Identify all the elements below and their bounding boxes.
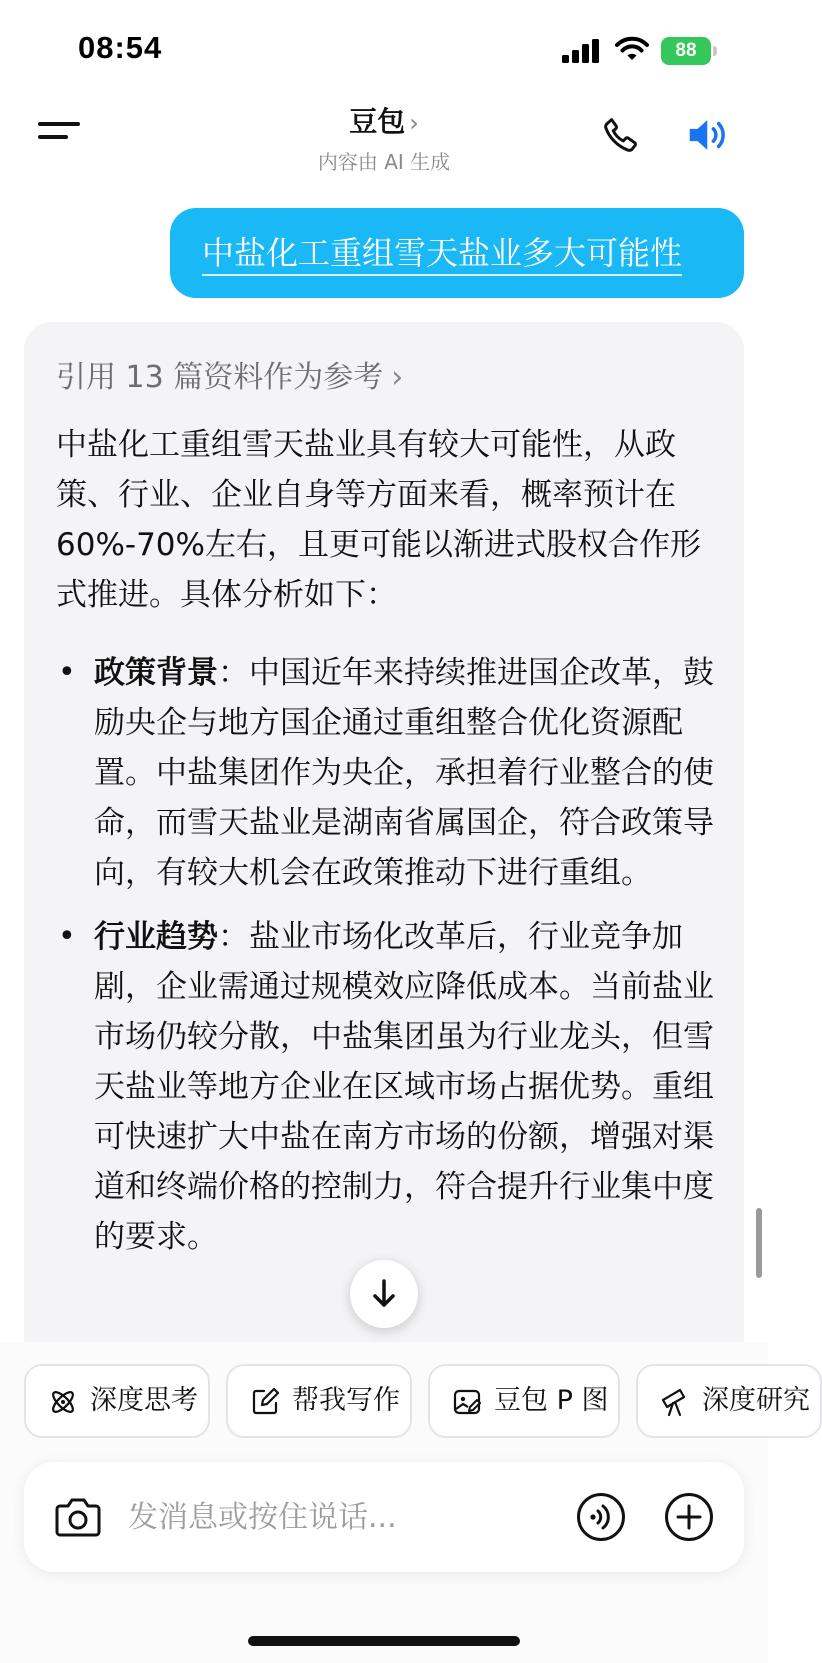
user-message-text: 中盐化工重组雪天盐业多大可能性 <box>202 234 682 276</box>
bullet-title: 政策背景 <box>94 655 218 691</box>
camera-icon[interactable] <box>54 1494 102 1540</box>
nav-title-block[interactable] <box>0 100 768 175</box>
message-composer <box>24 1462 744 1572</box>
voice-input-icon[interactable] <box>576 1492 626 1542</box>
image-edit-icon <box>452 1387 482 1417</box>
status-bar <box>0 0 768 100</box>
answer-bullet-list <box>56 648 726 1276</box>
page-title[interactable]: 豆包 <box>349 105 406 138</box>
user-message-bubble[interactable] <box>170 208 744 298</box>
bullet-text: ：中国近年来持续推进国企改革，鼓励央企与地方国企通过重组整合优化资源配置。中盐集团作为央企，承担着行业整合的使命，而雪天盐业是湖南省属国企，符合政策导向，有较大机会在政策推动下进行重组。 <box>94 655 714 891</box>
scrollbar[interactable] <box>756 1208 762 1278</box>
signal-icon <box>562 39 602 63</box>
status-time: 08:54 <box>78 30 163 65</box>
battery-icon <box>661 37 711 65</box>
phone-icon[interactable] <box>600 114 642 156</box>
chip-label: 深度研究 <box>702 1385 810 1416</box>
answer-intro: 中盐化工重组雪天盐业具有较大可能性，从政策、行业、企业自身等方面来看，概率预计在60%-70%左右，且更可能以渐进式股权合作形式推进。具体分析如下： <box>56 427 701 613</box>
ai-answer-card <box>24 322 744 1342</box>
bottom-composer-area <box>0 1342 810 1663</box>
telescope-icon <box>660 1387 690 1417</box>
scroll-to-bottom-button[interactable] <box>350 1260 418 1328</box>
edit-icon <box>250 1387 280 1417</box>
chip-label: 帮我写作 <box>292 1385 400 1416</box>
chip-image-edit[interactable] <box>428 1364 620 1438</box>
atom-icon <box>48 1387 78 1417</box>
speaker-icon[interactable] <box>686 114 732 156</box>
chip-label: 豆包 P 图 <box>494 1385 609 1416</box>
chip-deep-thinking[interactable] <box>24 1364 210 1438</box>
chip-label: 深度思考 <box>90 1385 198 1416</box>
quick-action-chips <box>24 1364 810 1438</box>
chip-deep-research[interactable] <box>636 1364 822 1438</box>
arrow-down-icon <box>370 1278 398 1310</box>
list-item <box>56 912 726 1262</box>
plus-icon[interactable] <box>664 1492 714 1542</box>
chevron-right-icon: › <box>391 360 404 395</box>
battery-tip <box>713 46 717 56</box>
chip-writing[interactable] <box>226 1364 412 1438</box>
bullet-title: 行业趋势 <box>94 919 218 955</box>
battery-level: 88 <box>675 40 697 61</box>
chevron-right-icon[interactable]: › <box>409 109 419 137</box>
list-item <box>56 648 726 898</box>
references-link[interactable] <box>56 352 403 396</box>
nav-bar <box>0 100 768 180</box>
wifi-icon <box>615 36 649 62</box>
home-indicator[interactable] <box>248 1636 520 1646</box>
ai-generated-note: 内容由 AI 生成 <box>317 150 451 174</box>
references-label: 引用 13 篇资料作为参考 <box>56 360 384 395</box>
bullet-text: ：盐业市场化改革后，行业竞争加剧，企业需通过规模效应降低成本。当前盐业市场仍较分散，中盐集团虽为行业龙头，但雪天盐业等地方企业在区域市场占据优势。重组可快速扩大中盐在南方市场的份额，增强对渠道和终端价格的控制力，符合提升行业集中度的要求。 <box>94 919 714 1255</box>
message-input[interactable] <box>128 1492 548 1542</box>
